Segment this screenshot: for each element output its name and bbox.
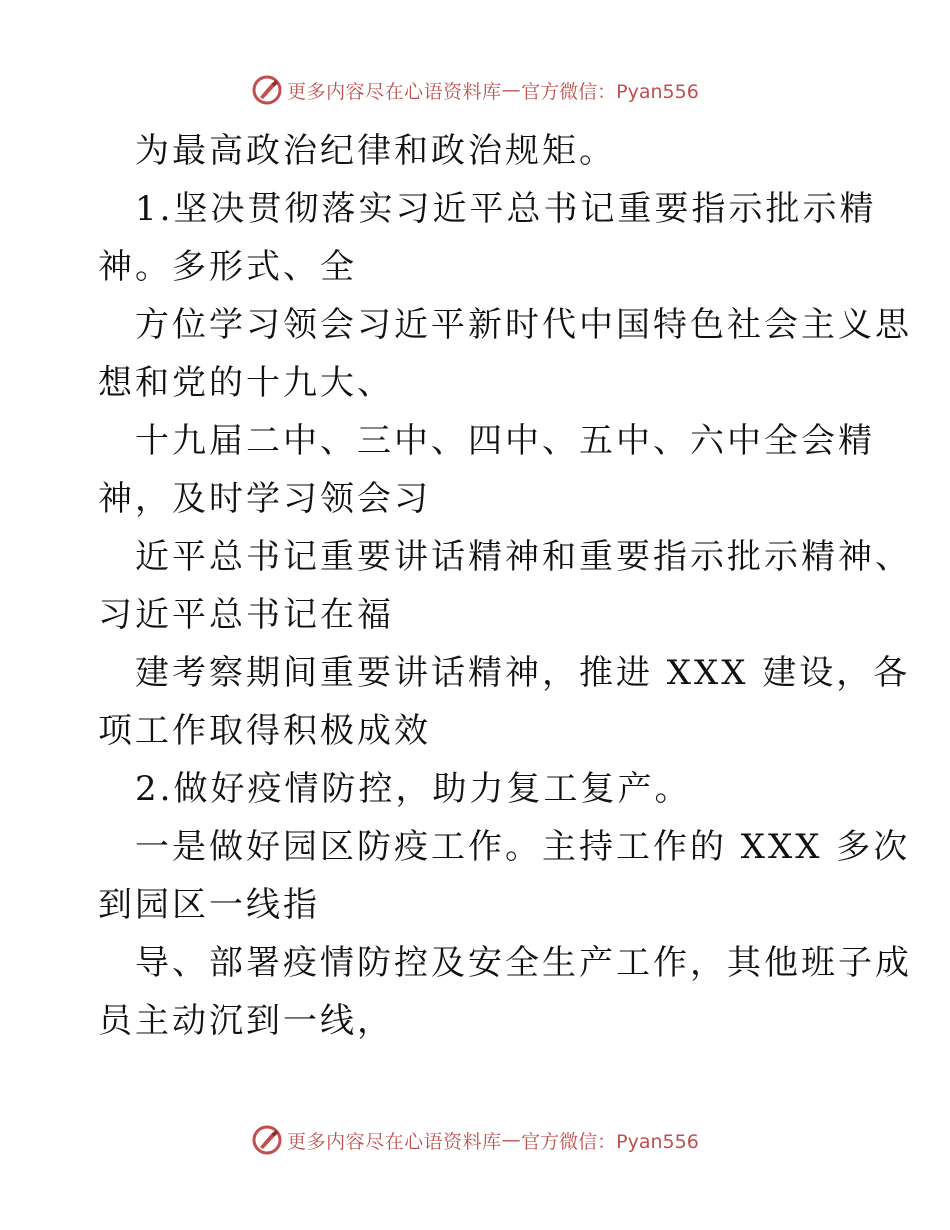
pen-quill-seal-icon	[251, 1124, 283, 1156]
watermark-text: 更多内容尽在心语资料库	[287, 80, 502, 103]
text-line: 想和党的十九大、	[98, 363, 394, 403]
text-line: 到园区一线指	[98, 885, 320, 925]
text-line: 项工作取得积极成效	[98, 711, 431, 751]
text-line: 习近平总书记在福	[98, 595, 394, 635]
watermark-dash: —	[501, 1129, 522, 1151]
watermark-wechat: 官方微信：Pyan556	[521, 1130, 699, 1153]
text-line: 员主动沉到一线，	[98, 1001, 394, 1041]
text-line: 为最高政治纪律和政治规矩。	[135, 131, 616, 171]
footer-watermark	[0, 1120, 950, 1160]
watermark-wechat: 官方微信：Pyan556	[521, 80, 699, 103]
text-line: 近平总书记重要讲话精神和重要指示批示精神、	[135, 537, 912, 577]
text-line: 神，及时学习领会习	[98, 479, 431, 519]
text-line: 建考察期间重要讲话精神，推进 XXX 建设，各	[135, 653, 911, 693]
document-body	[98, 122, 912, 1050]
text-line: 导、部署疫情防控及安全生产工作，其他班子成	[135, 943, 912, 983]
text-line: 方位学习领会习近平新时代中国特色社会主义思	[135, 305, 912, 345]
text-line: 十九届二中、三中、四中、五中、六中全会精	[135, 421, 875, 461]
text-line: 一是做好园区防疫工作。主持工作的 XXX 多次	[135, 827, 911, 867]
text-line: 2.做好疫情防控，助力复工复产。	[135, 769, 692, 809]
watermark-text: 更多内容尽在心语资料库	[287, 1130, 502, 1153]
pen-quill-seal-icon	[251, 74, 283, 106]
watermark-dash: —	[501, 79, 522, 101]
text-line: 神。多形式、全	[98, 247, 357, 287]
text-line: 1.坚决贯彻落实习近平总书记重要指示批示精	[135, 189, 877, 229]
header-watermark	[0, 70, 950, 110]
